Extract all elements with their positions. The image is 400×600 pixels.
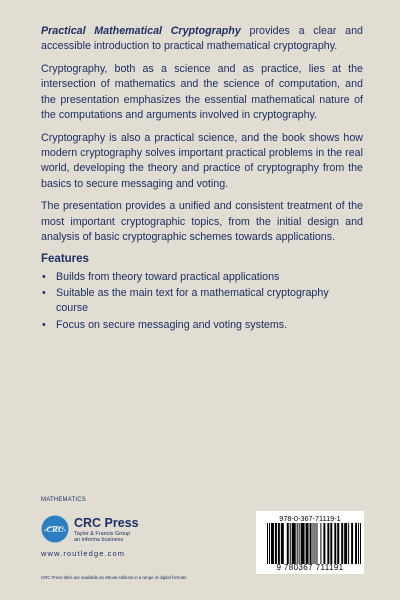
description-paragraph: Cryptography, both as a science and as practice, lies at the intersection of mathematics and the science of computation, and the presentation emphasizes the essential mathematical nature of the computations and arguments involved in cryptography. — [41, 63, 363, 121]
description-paragraph: The presentation provides a unified and consistent treatment of the most important cryptographic topics, from the initial design and analysis of basic cryptographic schemes towards applications. — [41, 200, 363, 244]
publisher-informa: an informa business — [74, 537, 124, 543]
intro-paragraph — [41, 24, 363, 55]
isbn-number: 978-0-367-71119-1 — [279, 514, 341, 523]
barcode-digits: 9 780367 711191 — [276, 563, 344, 572]
bullet-icon: • — [42, 287, 46, 300]
book-title: Practical Mathematical Cryptography — [41, 25, 241, 37]
feature-text: Builds from theory toward practical applications — [56, 270, 280, 283]
feature-item — [41, 286, 363, 317]
publisher-group: Taylor & Francis Group — [74, 530, 131, 537]
crc-logo-icon — [41, 515, 69, 543]
feature-item — [41, 270, 363, 285]
bullet-icon: • — [42, 318, 46, 331]
description-paragraph: Cryptography is also a practical science, and the book shows how modern cryptography solves important practical problems in the real world, developing the theory and practice of cryptography from the basics to secure messaging and voting. — [41, 131, 363, 190]
logo-text: CRC — [46, 524, 64, 534]
feature-item — [41, 318, 363, 333]
publisher-name: CRC Press — [74, 516, 139, 530]
ebook-footnote: CRC Press titles are available as eBook editions in a range of digital formats — [41, 575, 187, 580]
feature-text: Suitable as the main text for a mathematical cryptography course — [56, 287, 329, 315]
back-cover-text — [41, 24, 363, 334]
features-heading: Features — [41, 252, 89, 265]
barcode-bars — [267, 523, 361, 564]
subject-category: MATHEMATICS — [41, 497, 86, 503]
features-list — [41, 270, 363, 333]
intro-text: provides a clear and accessible introduction to practical mathematical cryptography. — [41, 25, 363, 53]
isbn-barcode — [256, 511, 364, 574]
publisher-website: www.routledge.com — [41, 549, 126, 558]
bullet-icon: • — [42, 270, 46, 283]
feature-text: Focus on secure messaging and voting systems. — [56, 318, 288, 331]
publisher-block — [41, 515, 161, 545]
